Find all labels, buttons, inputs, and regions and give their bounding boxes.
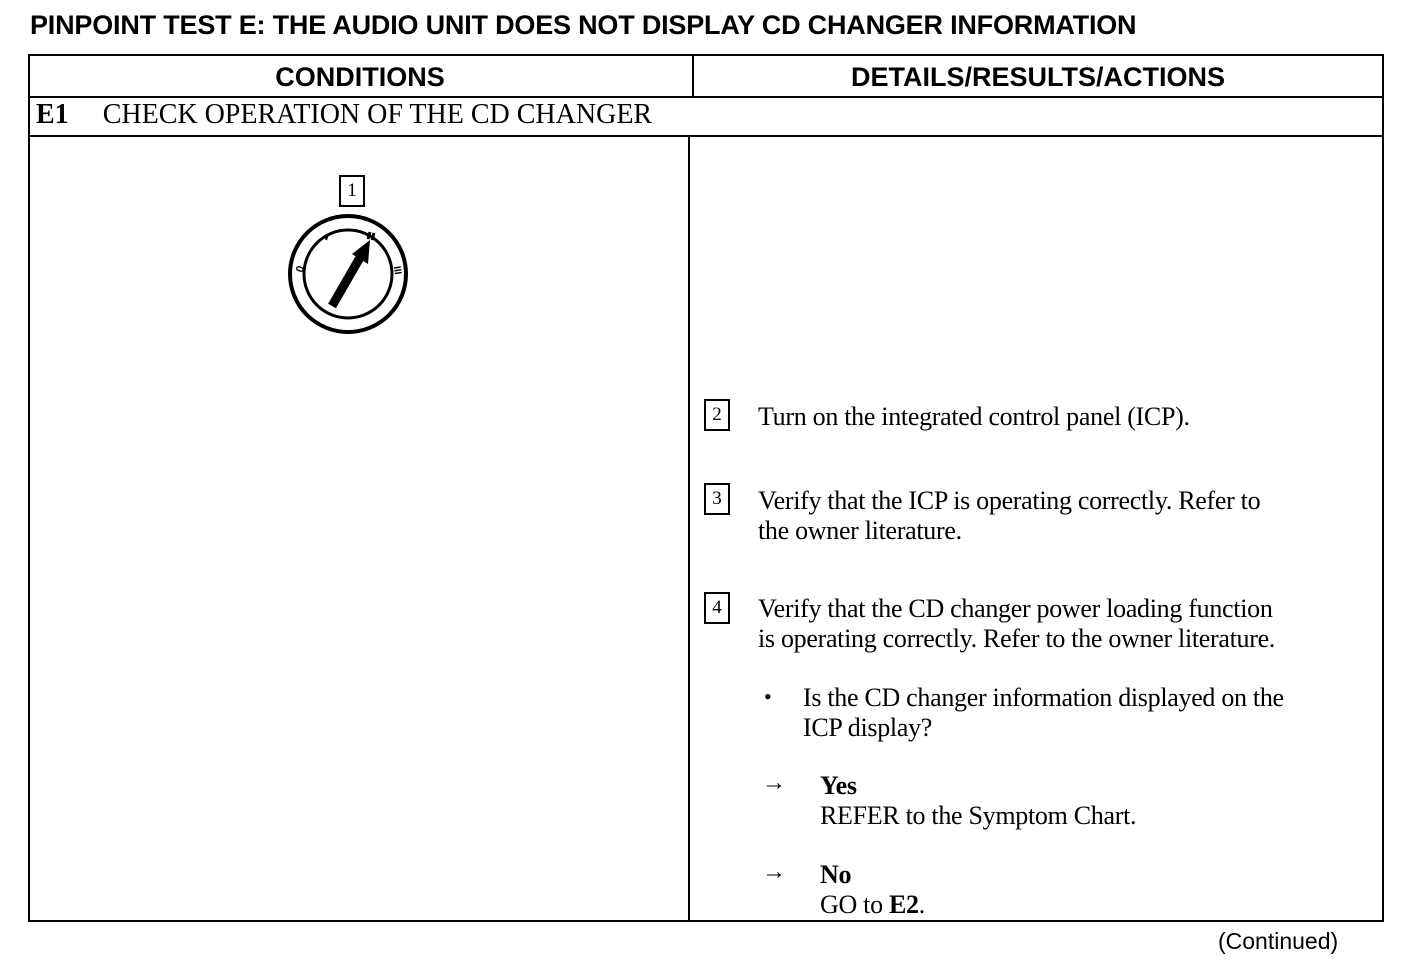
callout-2: 2	[704, 399, 730, 431]
svg-text:0: 0	[293, 264, 308, 275]
callout-3: 3	[704, 483, 730, 515]
column-header-conditions: CONDITIONS	[275, 62, 445, 92]
result-no-label: No	[820, 860, 852, 889]
ignition-key-dial-icon	[282, 212, 414, 344]
continued-note: (Continued)	[1218, 928, 1339, 954]
result-no	[820, 860, 925, 920]
step-divider	[28, 135, 1382, 137]
question-line-2: ICP display?	[803, 713, 933, 742]
result-yes-label: Yes	[820, 771, 857, 800]
step-3-text	[758, 486, 1260, 546]
question-text	[803, 683, 1284, 743]
step-title-text: CHECK OPERATION OF THE CD CHANGER	[102, 99, 653, 130]
bullet-icon: •	[764, 684, 772, 709]
step-4-line-2: is operating correctly. Refer to the owner literature.	[758, 624, 1276, 653]
callout-4: 4	[704, 592, 730, 624]
step-id: E1	[36, 99, 69, 130]
step-heading	[36, 99, 652, 131]
svg-text:III: III	[390, 265, 404, 276]
result-no-action	[820, 890, 925, 920]
arrow-right-icon: →	[762, 770, 786, 796]
result-no-action-ref: E2	[888, 890, 919, 919]
step-4-text	[758, 594, 1275, 654]
column-header-details: DETAILS/RESULTS/ACTIONS	[850, 62, 1225, 92]
result-yes-action: REFER to the Symptom Chart.	[820, 801, 1137, 830]
result-no-action-prefix: GO to	[820, 890, 889, 919]
arrow-right-icon: →	[762, 859, 786, 885]
header-divider	[28, 96, 1382, 98]
step-3-line-1: Verify that the ICP is operating correctly. Refer to	[758, 486, 1261, 515]
page-title: PINPOINT TEST E: THE AUDIO UNIT DOES NOT DISPLAY CD CHANGER INFORMATION	[30, 10, 1137, 40]
result-no-action-suffix: .	[918, 890, 925, 919]
result-yes	[820, 771, 1136, 831]
step-4-line-1: Verify that the CD changer power loading function	[758, 594, 1273, 623]
step-3-line-2: the owner literature.	[758, 516, 962, 545]
column-divider-body	[688, 135, 690, 920]
callout-1: 1	[339, 175, 365, 207]
question-line-1: Is the CD changer information displayed on the	[803, 683, 1284, 712]
step-2-text: Turn on the integrated control panel (ICP).	[758, 402, 1190, 431]
